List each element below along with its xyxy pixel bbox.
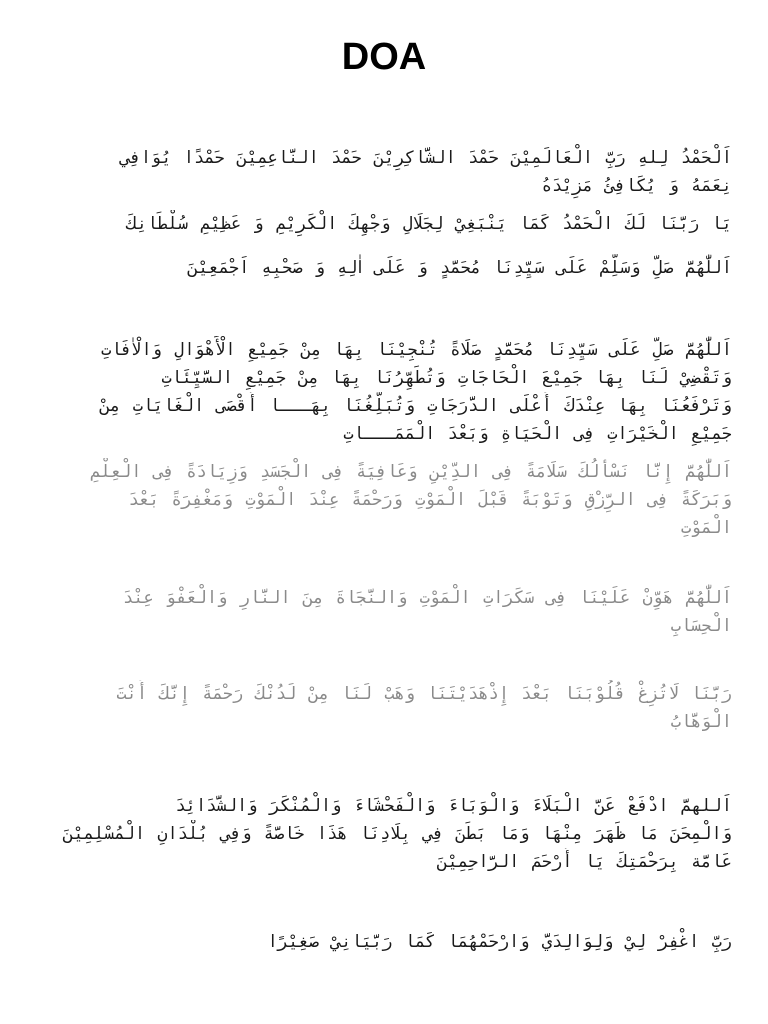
doa-line: الْوَهَّابُ — [670, 712, 732, 732]
doa-line: اَللهمَّ ادْفَعْ عَنَّ الْبَلَاءَ وَالْوَبَاءَ وَالْفَحْشَاءَ وَالْمُنْكَرَ وَالشَّدَائِدَ — [175, 796, 732, 816]
doa-paragraph-7 — [36, 680, 732, 736]
doa-paragraph-5 — [36, 458, 732, 542]
doa-line: رَبَّنَا لَاتُزِغْ قُلُوْبَنَا بَعْدَ إِذْهَدَيْتَنَا وَهَبْ لَنَا مِنْ لَدُنْكَ رَحْمَةً إِنَّكَ أَنْتَ — [116, 684, 732, 704]
doa-line: رَبِّ اغْفِرْ لِيْ وَلِوَالِدَيَّ وَارْحَمْهُمَا كَمَا رَبَّيَانِيْ صَغِيْرًا — [267, 932, 732, 952]
doa-line: الْمَوْتِ — [680, 518, 732, 538]
doa-line: اَللّٰهُمَّ صَلِّ وَسَلِّمْ عَلَى سَيِّدِنَا مُحَمَّدٍ وَ عَلَى اٰلِهِ وَ صَحْبِهِ اَجْمَعِيْنَ — [187, 258, 732, 278]
doa-line: اَللّٰهُمَّ صَلِّ عَلَى سَيِّدِنَا مُحَمَّدٍ صَلَاةً تُنْجِيْنَا بِهَا مِنْ جَمِيْعِ الْأَهْوَالِ وَالْاٰفَاتِ — [101, 340, 732, 360]
doa-line: يَا رَبَّنَا لَكَ الْحَمْدُ كَمَا يَنْبَغِيْ لِجَلَالِ وَجْهِكَ الْكَرِيْمِ وَ عَظِيْمِ سُلْطَانِكَ — [126, 214, 732, 234]
doa-paragraph-1 — [36, 144, 732, 200]
doa-paragraph-6 — [36, 584, 732, 640]
doa-line: الْحِسَابِ — [670, 616, 732, 636]
doa-paragraph-4 — [36, 336, 732, 448]
doa-line: عَامَّة بِرَحْمَتِكَ يَا أَرْحَمَ الرَّاحِمِيْنَ — [437, 852, 732, 872]
doa-line: جَمِيْعِ الْخَيْرَاتِ فِى الْحَيَاةِ وَبَعْدَ الْمَمَـــاتِ — [343, 424, 732, 444]
doa-paragraph-2 — [36, 210, 732, 238]
doa-line: اَللّٰهُمَّ هَوِّنْ عَلَيْنَا فِى سَكَرَاتِ الْمَوْتِ وَالنَّجَاةَ مِنَ النَّارِ وَالْعَفْوَ عِنْدَ — [122, 588, 732, 608]
doa-line: اَللّٰهُمَّ إِنَّا نَسْأَلُكَ سَلَامَةً فِى الدِّيْنِ وَعَافِيَةً فِى الْجَسَدِ وَزِيَادَةً فِى الْعِلْمِ — [90, 462, 732, 482]
doa-line: وَتَرْفَعُنَا بِهَا عِنْدَكَ أَعْلَى الدَّرَجَاتِ وَتُبَلِّغُنَا بِهَـــا أَقْصَى الْغَايَاتِ مِنْ — [99, 396, 732, 416]
doa-paragraph-9 — [36, 928, 732, 956]
document-title: DOA — [341, 36, 427, 78]
doa-line: وَالْمِحَنَ مَا ظَهَرَ مِنْهَا وَمَا بَطَنَ فِي بِلَادِنَا هَذَا خَاصَّةً وَفِي بُلْدَانِ الْمُسْلِمِيْنَ — [63, 824, 732, 844]
doa-paragraph-3 — [36, 254, 732, 282]
doa-line: وَتَقْضِيْ لَنَا بِهَا جَمِيْعَ الْحَاجَاتِ وَتُطَهِّرُنَا بِهَا مِنْ جَمِيْعِ السَّيِّئَاتِ — [161, 368, 732, 388]
doa-paragraph-8 — [36, 792, 732, 876]
doa-line: اَلْحَمْدُ لِلهِ رَبِّ الْعَالَمِيْنَ حَمْدَ الشَّاكِرِيْنَ حَمْدَ النَّاعِمِيْنَ حَمْدًا يُوَافِي — [120, 148, 732, 168]
doa-line: نِعَمَهُ وَ يُكَافِئُ مَزِيْدَهُ — [541, 176, 732, 196]
doa-line: وَبَرَكَةً فِى الرِّزْقِ وَتَوْبَةً قَبْلَ الْمَوْتِ وَرَحْمَةً عِنْدَ الْمَوْتِ وَمَغْفِرَةً بَعْدَ — [128, 490, 732, 510]
